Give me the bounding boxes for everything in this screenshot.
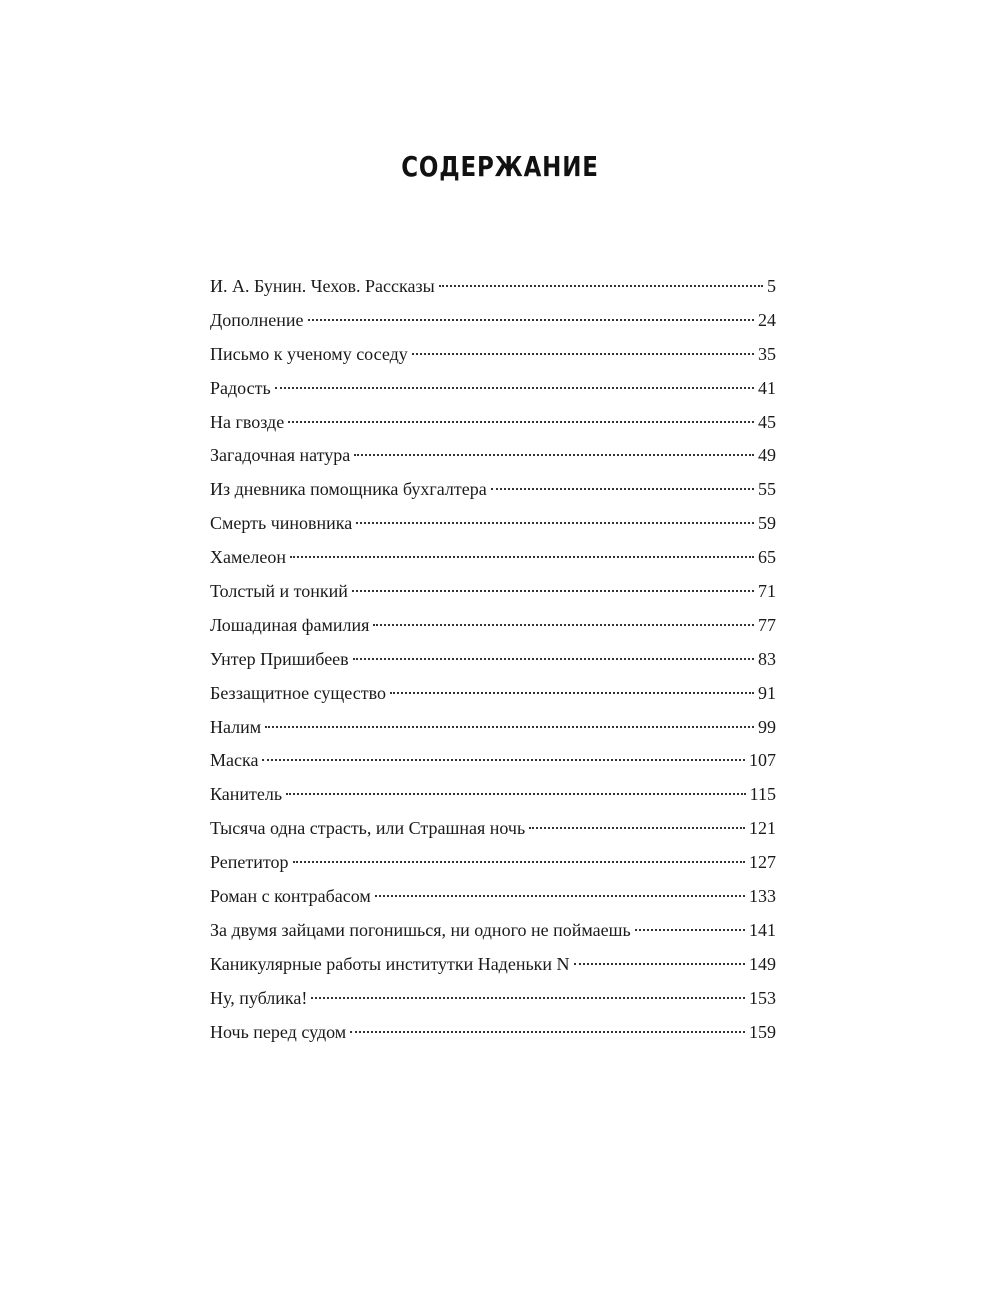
toc-entry-page: 141 [749, 919, 776, 940]
toc-entry-title: Роман с контрабасом [210, 886, 371, 907]
toc-entry[interactable] [210, 609, 776, 643]
toc-entry-page: 5 [767, 276, 776, 296]
toc-entry-title: Дополнение [210, 309, 304, 330]
toc-entry[interactable] [210, 744, 776, 778]
toc-entry-page: 77 [758, 614, 776, 635]
toc-entry[interactable] [210, 643, 776, 677]
dot-leader [390, 692, 754, 694]
toc-entry-page: 127 [749, 852, 776, 873]
dot-leader [574, 963, 745, 965]
toc-entry-title: Письмо к ученому соседу [210, 343, 408, 364]
toc-entry[interactable] [210, 406, 776, 440]
toc-entry-page: 115 [749, 784, 776, 805]
dot-leader [356, 522, 754, 524]
dot-leader [373, 624, 754, 626]
table-of-contents [210, 270, 776, 1049]
toc-entry[interactable] [210, 846, 776, 880]
dot-leader [275, 387, 754, 389]
toc-entry-page: 71 [758, 581, 776, 602]
toc-entry-page: 91 [758, 682, 776, 703]
dot-leader [491, 488, 754, 490]
toc-entry-title: Беззащитное существо [210, 682, 386, 703]
toc-entry-page: 149 [749, 953, 776, 974]
toc-entry-title: Толстый и тонкий [210, 581, 348, 602]
toc-entry-title: На гвозде [210, 411, 285, 432]
toc-entry-page: 65 [758, 547, 776, 568]
dot-leader [265, 726, 754, 728]
toc-entry-title: Хамелеон [210, 547, 286, 568]
toc-entry[interactable] [210, 677, 776, 711]
toc-entry-title: Радость [210, 377, 271, 398]
toc-entry-title: Ну, публика! [210, 987, 308, 1008]
toc-entry[interactable] [210, 1016, 776, 1050]
toc-entry-title: Унтер Пришибеев [210, 648, 349, 669]
toc-entry[interactable] [210, 473, 776, 507]
dot-leader [352, 590, 754, 592]
toc-entry-title: Тысяча одна страсть, или Страшная ночь [210, 818, 526, 839]
dot-leader [412, 353, 754, 355]
toc-entry-title: Ночь перед судом [210, 1021, 347, 1042]
toc-entry[interactable] [210, 812, 776, 846]
toc-entry[interactable] [210, 372, 776, 406]
toc-entry-page: 153 [749, 987, 776, 1008]
dot-leader [262, 759, 745, 761]
toc-entry-page: 99 [758, 716, 776, 737]
toc-entry[interactable] [210, 439, 776, 473]
toc-entry-page: 41 [758, 377, 776, 398]
toc-entry-title: Канитель [210, 784, 283, 805]
dot-leader [288, 421, 754, 423]
toc-entry-page: 49 [758, 445, 776, 466]
toc-entry-title: Каникулярные работы институтки Наденьки N [210, 953, 570, 974]
toc-entry[interactable] [210, 982, 776, 1016]
toc-entry-page: 59 [758, 513, 776, 534]
toc-entry[interactable] [210, 948, 776, 982]
toc-entry-title: Налим [210, 716, 262, 737]
dot-leader [308, 319, 754, 321]
dot-leader [439, 285, 763, 287]
dot-leader [293, 861, 745, 863]
toc-entry[interactable] [210, 575, 776, 609]
toc-entry[interactable] [210, 541, 776, 575]
toc-entry[interactable] [210, 880, 776, 914]
toc-entry-page: 55 [758, 479, 776, 500]
toc-entry-page: 133 [749, 886, 776, 907]
dot-leader [635, 929, 745, 931]
toc-entry[interactable] [210, 914, 776, 948]
dot-leader [311, 997, 745, 999]
toc-entry[interactable] [210, 270, 776, 304]
dot-leader [529, 827, 745, 829]
toc-entry[interactable] [210, 507, 776, 541]
dot-leader [286, 793, 746, 795]
toc-entry[interactable] [210, 304, 776, 338]
dot-leader [375, 895, 745, 897]
page-title: СОДЕРЖАНИЕ [401, 150, 599, 183]
dot-leader [350, 1031, 745, 1033]
toc-entry-title: Загадочная натура [210, 445, 351, 466]
toc-entry-title: За двумя зайцами погонишься, ни одного не поймаешь [210, 919, 631, 940]
toc-entry-page: 107 [749, 750, 776, 771]
dot-leader [353, 658, 754, 660]
toc-entry-title: И. А. Бунин. Чехов. Рассказы [210, 276, 435, 296]
toc-entry[interactable] [210, 778, 776, 812]
toc-entry-title: Смерть чиновника [210, 513, 353, 534]
dot-leader [290, 556, 754, 558]
toc-entry-page: 45 [758, 411, 776, 432]
toc-entry-page: 121 [749, 818, 776, 839]
toc-entry-page: 159 [749, 1021, 776, 1042]
toc-entry-title: Репетитор [210, 852, 289, 873]
toc-entry[interactable] [210, 711, 776, 745]
toc-entry-page: 24 [758, 309, 776, 330]
toc-entry-page: 83 [758, 648, 776, 669]
toc-entry-title: Маска [210, 750, 259, 771]
toc-entry-title: Из дневника помощника бухгалтера [210, 479, 487, 500]
toc-entry[interactable] [210, 338, 776, 372]
toc-entry-page: 35 [758, 343, 776, 364]
toc-entry-title: Лошадиная фамилия [210, 614, 370, 635]
dot-leader [354, 454, 754, 456]
